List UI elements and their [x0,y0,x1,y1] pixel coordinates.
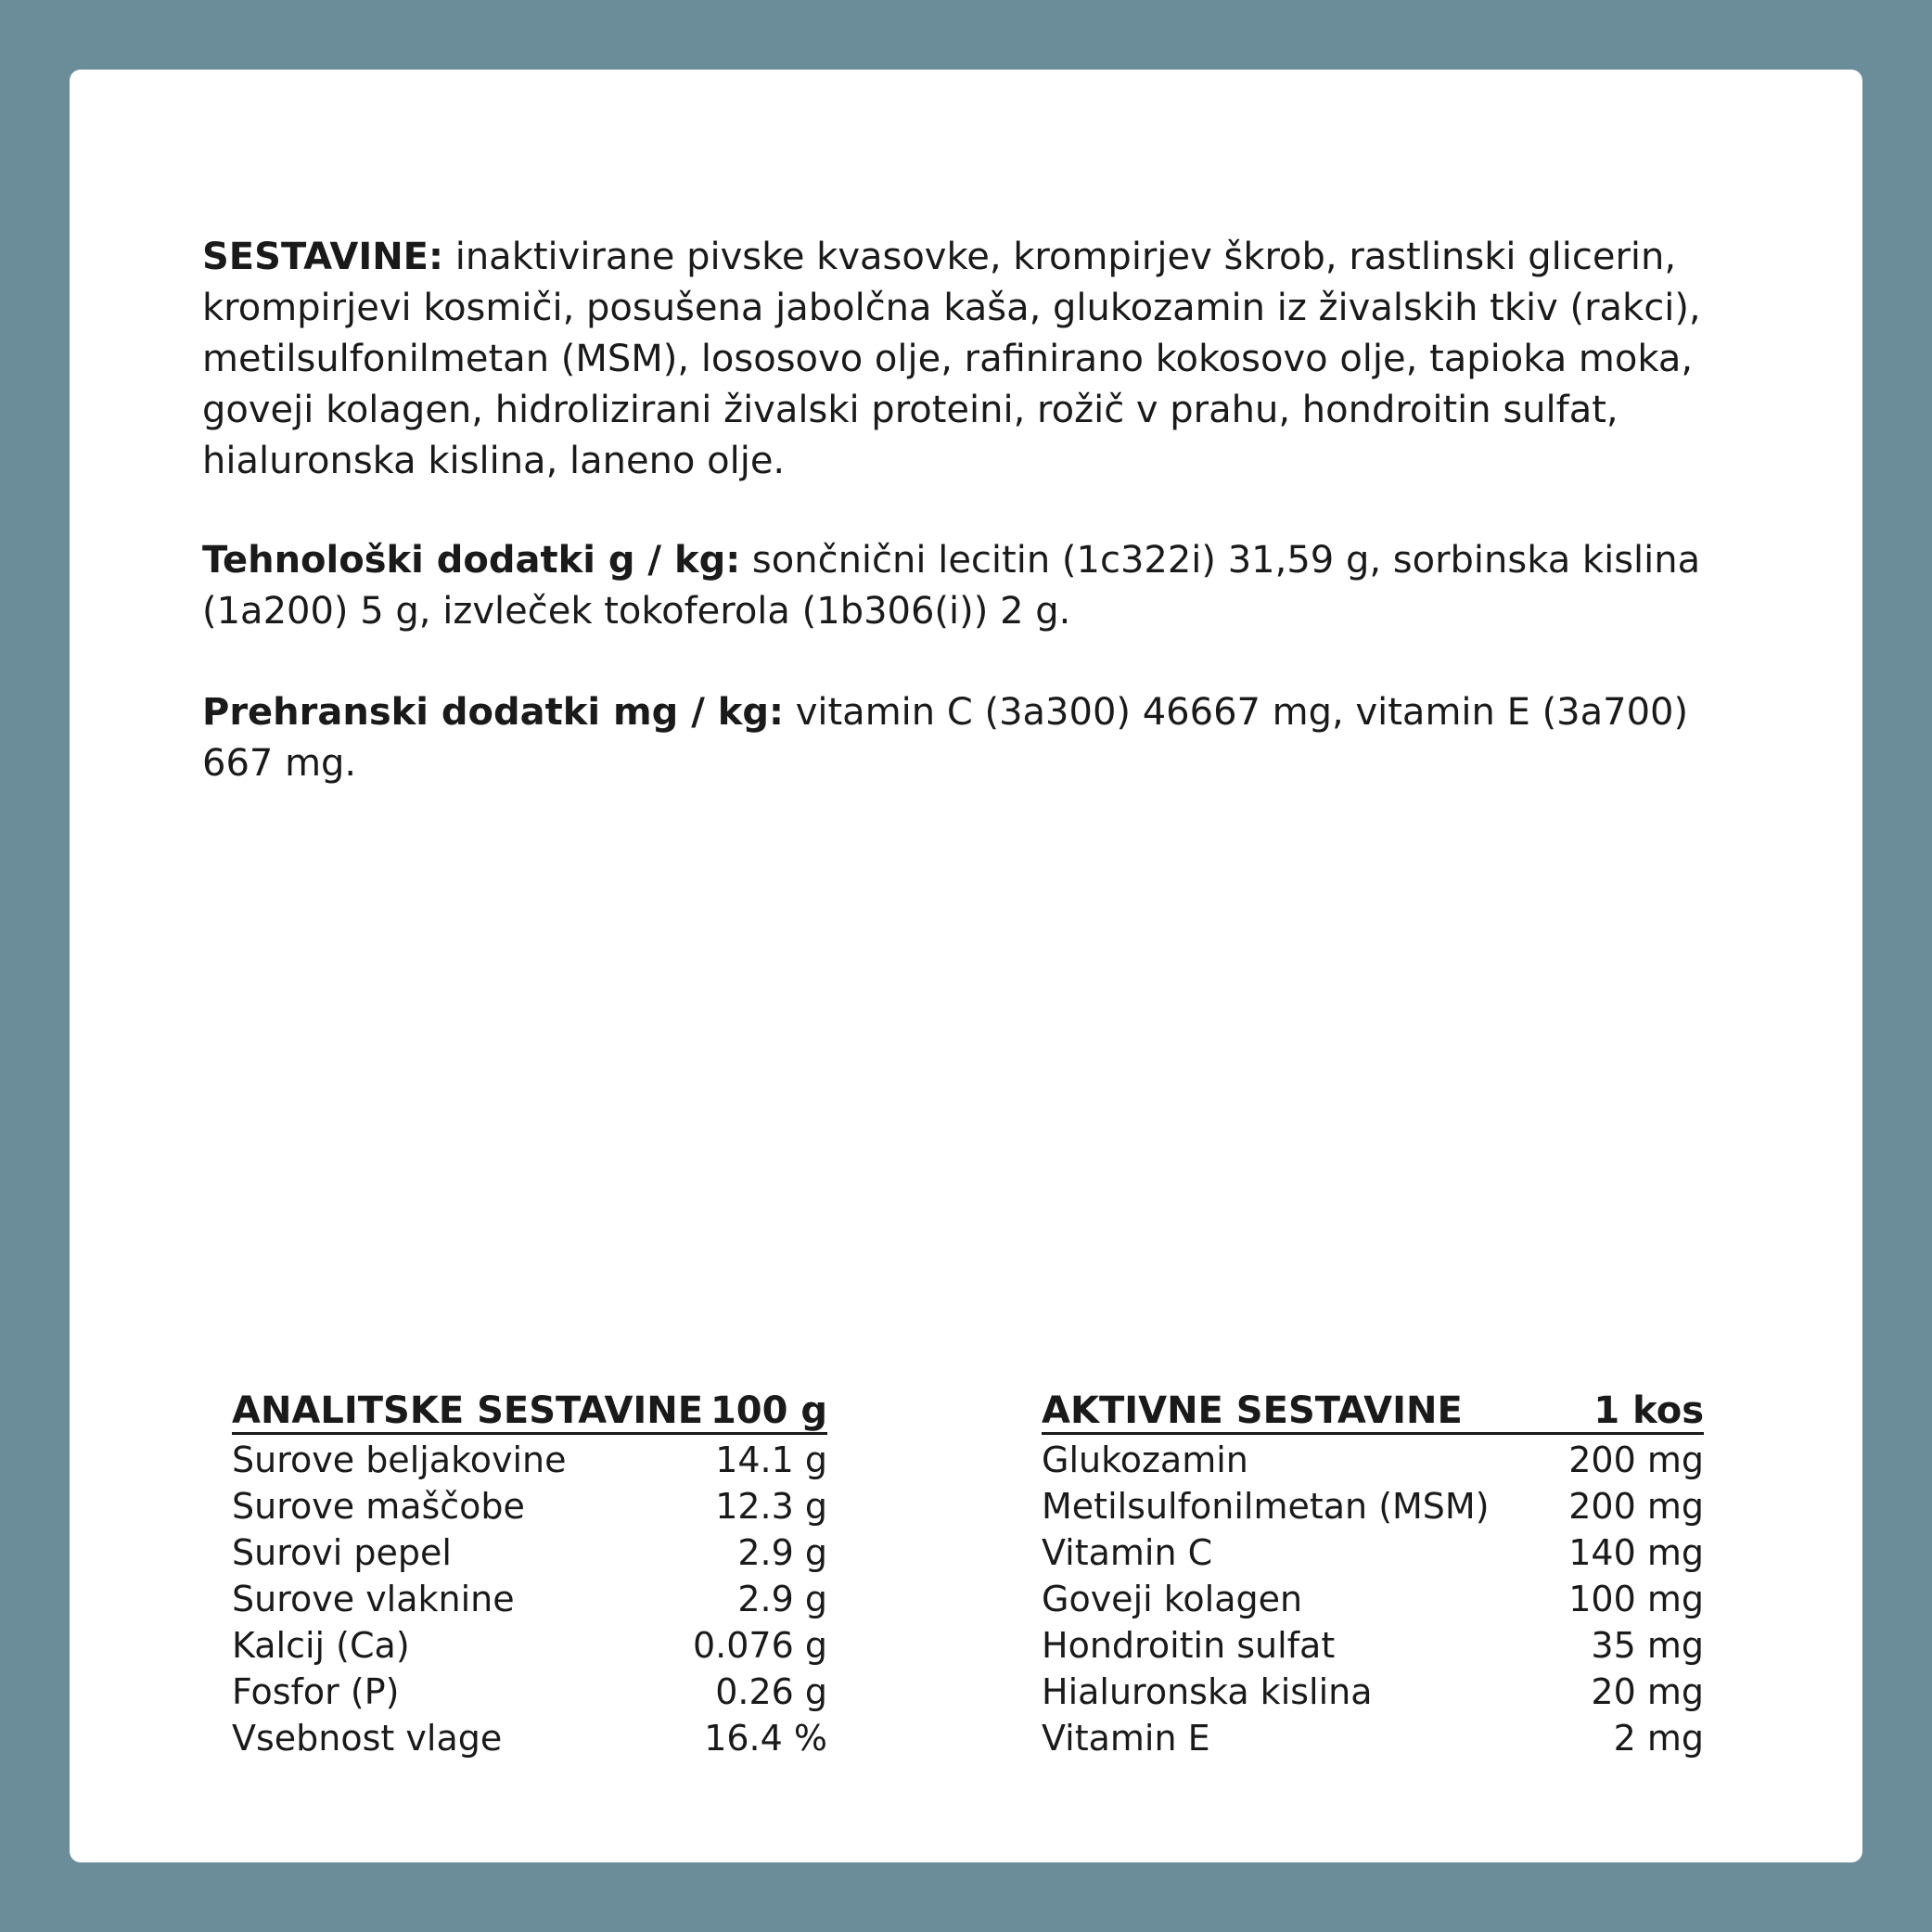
technological-additives-paragraph [202,535,1723,637]
analytical-table-title: ANALITSKE SESTAVINE [232,1389,704,1432]
row-value: 20 mg [1591,1671,1704,1712]
table-row [232,1437,827,1483]
analytical-table-rows [232,1435,827,1761]
table-row [232,1576,827,1622]
table-row [1042,1715,1704,1761]
ingredients-text: inaktivirane pivske kvasovke, krompirjev škrob, rastlinski glicerin, krompirjevi kosmiči, posušena jabolčna kaša, glukozamin iz živalskih tkiv (rakci), metilsulfonilmetan (MSM), lososovo olje, rafinirano kokosovo olje, tapioka moka, goveji kolagen, hidrolizirani živalski proteini, rožič v prahu, hondroitin sulfat, hialuronska kislina, laneno olje. [202,236,1701,482]
table-row [1042,1622,1704,1669]
row-value: 2.9 g [737,1579,827,1619]
row-name: Hondroitin sulfat [1042,1625,1336,1666]
row-name: Vsebnost vlage [232,1718,503,1759]
table-row [232,1529,827,1576]
analytical-table-unit: 100 g [710,1389,827,1432]
row-value: 200 mg [1568,1439,1704,1480]
row-name: Hialuronska kislina [1042,1671,1373,1712]
nutritional-additives-label: Prehranski dodatki mg / kg: [202,691,784,734]
row-name: Goveji kolagen [1042,1579,1303,1619]
table-row [1042,1437,1704,1483]
table-row [232,1483,827,1529]
row-name: Metilsulfonilmetan (MSM) [1042,1486,1490,1527]
row-name: Surove maščobe [232,1486,525,1527]
nutritional-additives-text: vitamin C (3a300) 46667 mg, vitamin E (3a700) 667 mg. [202,691,1689,785]
row-name: Kalcij (Ca) [232,1625,410,1666]
active-table [1042,1382,1704,1761]
row-value: 14.1 g [715,1439,827,1480]
row-value: 2 mg [1613,1718,1704,1759]
table-row [1042,1483,1704,1529]
table-row [1042,1669,1704,1715]
row-value: 2.9 g [737,1532,827,1573]
table-row [1042,1529,1704,1576]
active-table-unit: 1 kos [1593,1389,1704,1432]
row-name: Fosfor (P) [232,1671,400,1712]
ingredients-label: SESTAVINE: [202,236,443,278]
ingredients-paragraph [202,232,1723,487]
row-value: 12.3 g [715,1486,827,1527]
nutritional-additives-paragraph [202,687,1723,789]
table-row [1042,1576,1704,1622]
row-name: Surove vlaknine [232,1579,515,1619]
table-row [232,1715,827,1761]
row-value: 200 mg [1568,1486,1704,1527]
table-row [232,1622,827,1669]
row-name: Surovi pepel [232,1532,452,1573]
analytical-table [232,1382,827,1761]
table-row [232,1669,827,1715]
row-name: Vitamin C [1042,1532,1213,1573]
row-value: 35 mg [1591,1625,1704,1666]
technological-additives-text: sončnični lecitin (1c322i) 31,59 g, sorbinska kislina (1a200) 5 g, izvleček tokoferola (1b306(i)) 2 g. [202,539,1701,633]
active-table-title: AKTIVNE SESTAVINE [1042,1389,1463,1432]
active-table-rows [1042,1435,1704,1761]
row-name: Vitamin E [1042,1718,1210,1759]
row-name: Surove beljakovine [232,1439,567,1480]
row-value: 16.4 % [704,1718,827,1759]
technological-additives-label: Tehnološki dodatki g / kg: [202,539,741,582]
row-value: 100 mg [1568,1579,1704,1619]
analytical-table-header [232,1382,827,1435]
row-value: 140 mg [1568,1532,1704,1573]
row-value: 0.076 g [693,1625,827,1666]
row-value: 0.26 g [715,1671,827,1712]
row-name: Glukozamin [1042,1439,1248,1480]
active-table-header [1042,1382,1704,1435]
